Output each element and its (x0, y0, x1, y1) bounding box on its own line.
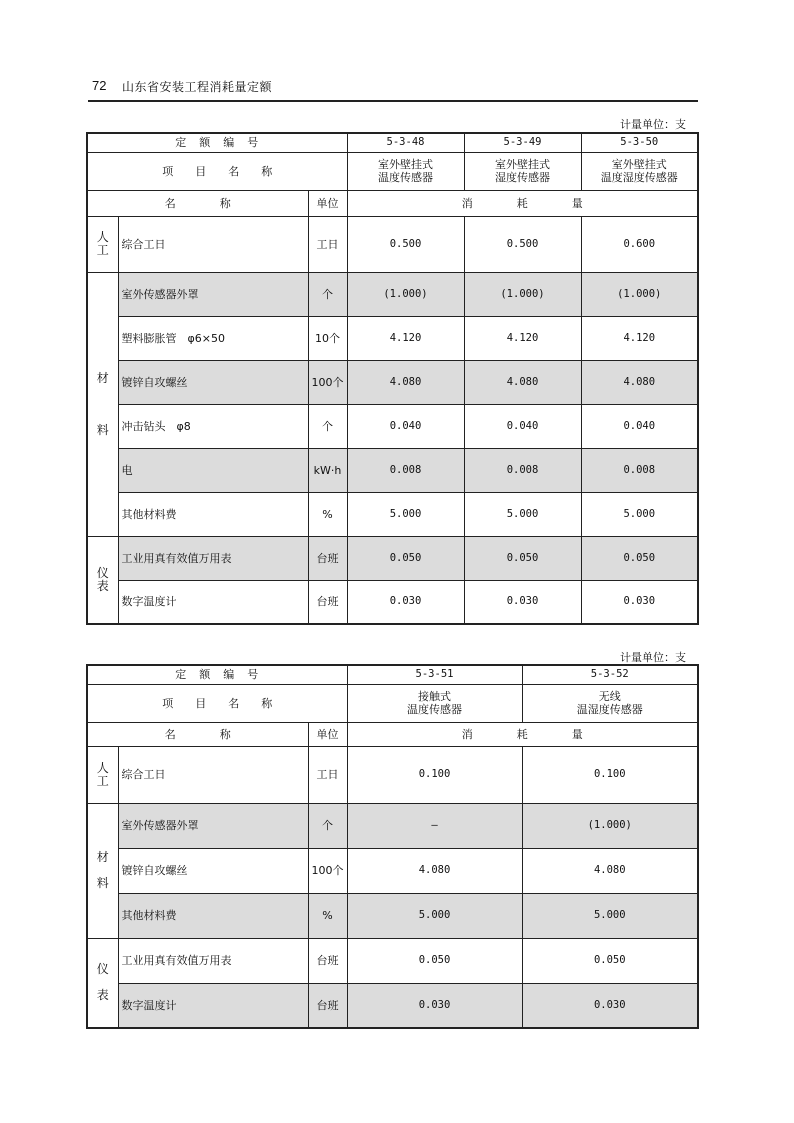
resource-name: 室外传感器外罩 (118, 272, 308, 316)
item-name: 室外壁挂式 温度湿度传感器 (581, 152, 698, 190)
item-name: 室外壁挂式 湿度传感器 (464, 152, 581, 190)
resource-name: 塑料膨胀管 φ6×50 (118, 316, 308, 360)
consumption-value: 0.030 (347, 983, 522, 1028)
consumption-value: 4.120 (581, 316, 698, 360)
consumption-value: 0.030 (581, 580, 698, 624)
category-labor: 人 工 (87, 216, 118, 272)
code-label: 定 额 编 号 (87, 665, 347, 684)
item-name-label: 项 目 名 称 (87, 152, 347, 190)
resource-name: 综合工日 (118, 216, 308, 272)
consumption-value: 5.000 (464, 492, 581, 536)
consumption-value: 4.080 (464, 360, 581, 404)
consumption-value: 0.050 (347, 938, 522, 983)
consumption-value: 5.000 (522, 893, 698, 938)
unit-column-header: 单位 (308, 722, 347, 746)
resource-unit: 台班 (308, 983, 347, 1028)
resource-name: 数字温度计 (118, 580, 308, 624)
consumption-value: 0.050 (347, 536, 464, 580)
resource-unit: 台班 (308, 536, 347, 580)
resource-unit: 工日 (308, 746, 347, 803)
name-column-header: 名 称 (87, 722, 308, 746)
consumption-header: 消 耗 量 (347, 190, 698, 216)
resource-unit: % (308, 893, 347, 938)
item-name: 室外壁挂式 温度传感器 (347, 152, 464, 190)
resource-unit: 个 (308, 272, 347, 316)
item-name-label: 项 目 名 称 (87, 684, 347, 722)
resource-unit: 台班 (308, 580, 347, 624)
quota-table-1 (86, 132, 699, 625)
item-name: 接触式 温度传感器 (347, 684, 522, 722)
consumption-value: 0.008 (581, 448, 698, 492)
item-name: 无线 温湿度传感器 (522, 684, 698, 722)
consumption-value: 0.040 (347, 404, 464, 448)
code-label: 定 额 编 号 (87, 133, 347, 152)
consumption-value: 0.050 (464, 536, 581, 580)
quota-code: 5-3-50 (581, 133, 698, 152)
table2-unit-note: 计量单位：支 (620, 651, 686, 664)
consumption-value: 0.040 (464, 404, 581, 448)
resource-name: 电 (118, 448, 308, 492)
category-labor: 人 工 (87, 746, 118, 803)
consumption-value: 0.500 (347, 216, 464, 272)
consumption-value: 5.000 (347, 893, 522, 938)
table1-unit-note: 计量单位：支 (620, 118, 686, 131)
consumption-value: (1.000) (522, 803, 698, 848)
quota-code: 5-3-51 (347, 665, 522, 684)
resource-unit: 个 (308, 404, 347, 448)
resource-name: 其他材料费 (118, 492, 308, 536)
category-instrument: 仪 表 (87, 536, 118, 624)
consumption-value: 0.050 (522, 938, 698, 983)
consumption-value: 0.008 (347, 448, 464, 492)
resource-name: 镀锌自攻螺丝 (118, 848, 308, 893)
consumption-value: 5.000 (347, 492, 464, 536)
consumption-value: 5.000 (581, 492, 698, 536)
resource-unit: 100个 (308, 848, 347, 893)
unit-column-header: 单位 (308, 190, 347, 216)
resource-unit: 个 (308, 803, 347, 848)
consumption-value: 0.030 (464, 580, 581, 624)
consumption-value: 0.100 (347, 746, 522, 803)
resource-name: 综合工日 (118, 746, 308, 803)
consumption-value: 4.080 (347, 360, 464, 404)
resource-name: 镀锌自攻螺丝 (118, 360, 308, 404)
consumption-value: 0.500 (464, 216, 581, 272)
consumption-value: 0.030 (347, 580, 464, 624)
resource-name: 数字温度计 (118, 983, 308, 1028)
page-header (88, 74, 698, 102)
quota-code: 5-3-52 (522, 665, 698, 684)
consumption-value: 0.040 (581, 404, 698, 448)
quota-table-2 (86, 664, 699, 1029)
consumption-value: 4.120 (347, 316, 464, 360)
resource-name: 工业用真有效值万用表 (118, 536, 308, 580)
quota-code: 5-3-49 (464, 133, 581, 152)
consumption-value: 4.080 (581, 360, 698, 404)
category-instrument: 仪 表 (87, 938, 118, 1028)
resource-unit: 100个 (308, 360, 347, 404)
consumption-value: — (347, 803, 522, 848)
resource-unit: 台班 (308, 938, 347, 983)
resource-name: 冲击钻头 φ8 (118, 404, 308, 448)
resource-unit: 10个 (308, 316, 347, 360)
consumption-header: 消 耗 量 (347, 722, 698, 746)
quota-code: 5-3-48 (347, 133, 464, 152)
consumption-value: (1.000) (464, 272, 581, 316)
category-material: 材 料 (87, 272, 118, 536)
resource-unit: kW·h (308, 448, 347, 492)
resource-name: 工业用真有效值万用表 (118, 938, 308, 983)
consumption-value: 0.100 (522, 746, 698, 803)
resource-name: 室外传感器外罩 (118, 803, 308, 848)
consumption-value: 0.050 (581, 536, 698, 580)
name-column-header: 名 称 (87, 190, 308, 216)
consumption-value: (1.000) (581, 272, 698, 316)
consumption-value: 0.600 (581, 216, 698, 272)
consumption-value: 4.080 (522, 848, 698, 893)
category-material: 材 料 (87, 803, 118, 938)
resource-unit: 工日 (308, 216, 347, 272)
consumption-value: 4.080 (347, 848, 522, 893)
page-number: 72 (92, 78, 107, 93)
consumption-value: (1.000) (347, 272, 464, 316)
resource-unit: % (308, 492, 347, 536)
resource-name: 其他材料费 (118, 893, 308, 938)
consumption-value: 0.030 (522, 983, 698, 1028)
book-title: 山东省安装工程消耗量定额 (122, 80, 273, 94)
consumption-value: 4.120 (464, 316, 581, 360)
consumption-value: 0.008 (464, 448, 581, 492)
